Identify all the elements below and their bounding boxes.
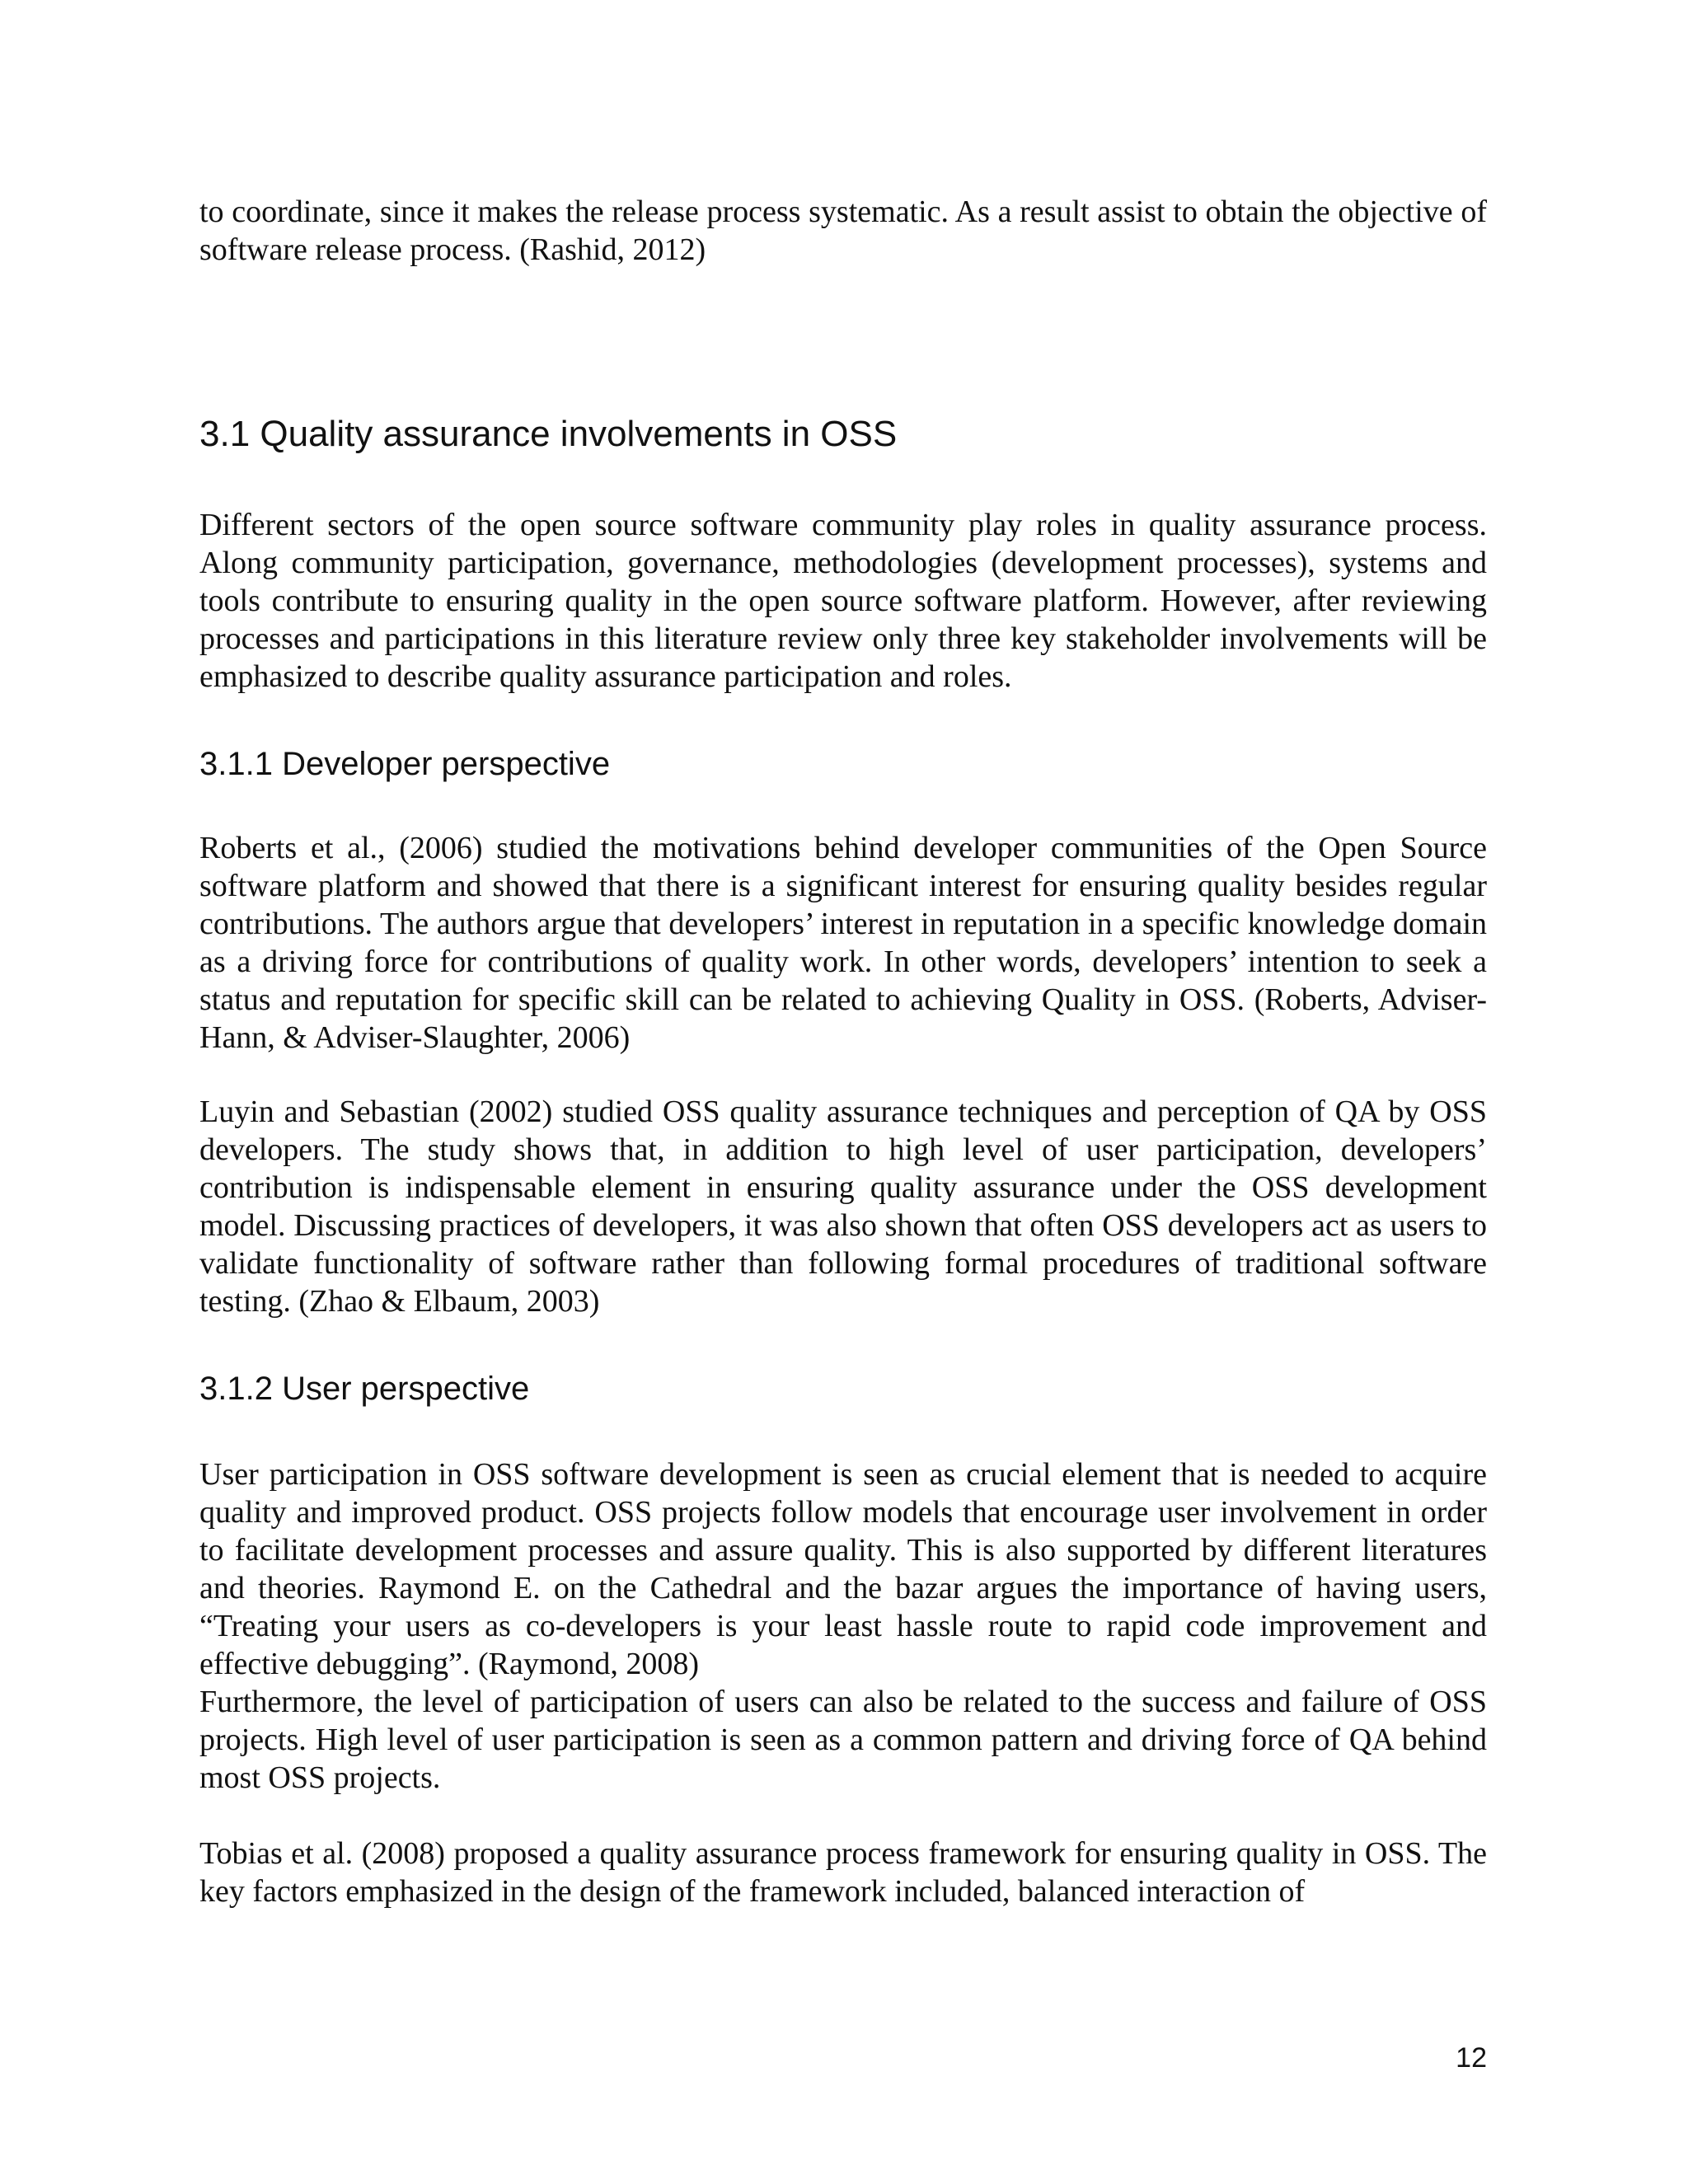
section-heading-3-1-2: 3.1.2 User perspective: [199, 1371, 530, 1407]
section-heading-3-1: 3.1 Quality assurance involvements in OSS: [199, 414, 898, 454]
page-number: 12: [1456, 2042, 1487, 2074]
intro-paragraph: to coordinate, since it makes the release process systematic. As a result assist to obtain the objective of software release process. (Rashid, 2012): [199, 194, 1487, 267]
developer-paragraph-1: Roberts et al., (2006) studied the motivations behind developer communities of the Open Source software platform and showed that there is a significant interest for ensuring quality besides regular contributions. The authors argue that developers’ interest in reputation in a specific knowledge domain as a driving force for contributions of quality work. In other words, developers’ intention to seek a status and reputation for specific skill can be related to achieving Quality in OSS. (Roberts, Adviser-Hann, & Adviser-Slaughter, 2006): [199, 831, 1487, 1055]
page-content: [199, 193, 1487, 1910]
section-heading-3-1-1: 3.1.1 Developer perspective: [199, 746, 611, 782]
section-3-1-paragraph: Different sectors of the open source software community play roles in quality assurance process. Along community participation, governance, methodologies (development processes), systems and tools contribute to ensuring quality in the open source software platform. However, after reviewing processes and participations in this literature review only three key stakeholder involvements will be emphasized to describe quality assurance participation and roles.: [199, 508, 1487, 694]
developer-paragraph-2: Luyin and Sebastian (2002) studied OSS quality assurance techniques and perception of QA by OSS developers. The study shows that, in addition to high level of user participation, developers’ contribution is indispensable element in ensuring quality assurance under the OSS development model. Discussing practices of developers, it was also shown that often OSS developers act as users to validate functionality of software rather than following formal procedures of traditional software testing. (Zhao & Elbaum, 2003): [199, 1094, 1487, 1319]
user-paragraph-3: Tobias et al. (2008) proposed a quality assurance process framework for ensuring quality in OSS. The key factors emphasized in the design of the framework included, balanced interaction of: [199, 1836, 1487, 1909]
user-paragraph-2: Furthermore, the level of participation of users can also be related to the success and failure of OSS projects. High level of user participation is seen as a common pattern and driving force of QA behind most OSS projects.: [199, 1685, 1487, 1795]
user-paragraph-1: User participation in OSS software development is seen as crucial element that is needed to acquire quality and improved product. OSS projects follow models that encourage user involvement in order to facilitate development processes and assure quality. This is also supported by different literatures and theories. Raymond E. on the Cathedral and the bazar argues the importance of having users, “Treating your users as co-developers is your least hassle route to rapid code improvement and effective debugging”. (Raymond, 2008): [199, 1457, 1487, 1681]
